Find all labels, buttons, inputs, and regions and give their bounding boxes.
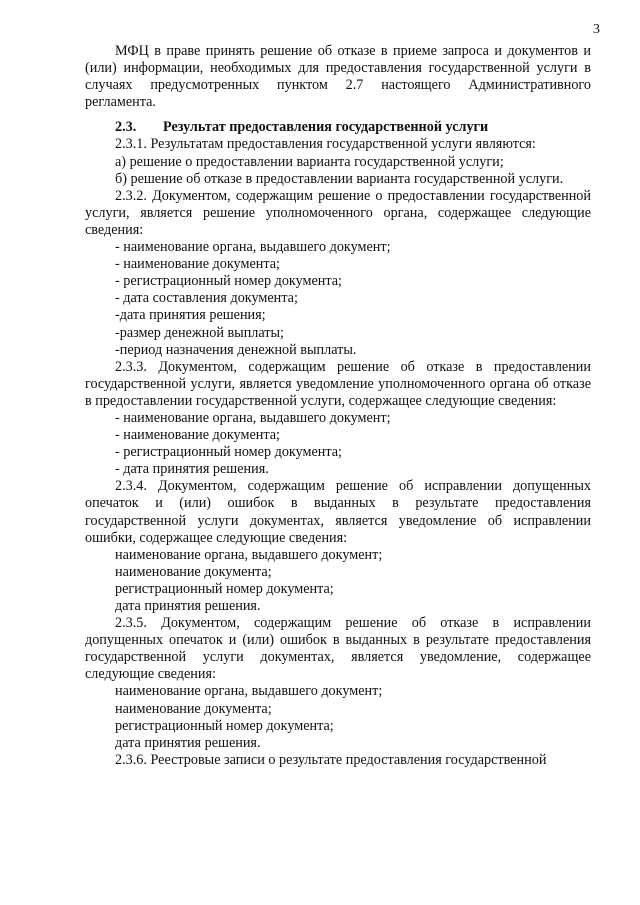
list-2-3-3 [85,410,591,478]
list-item: -дата принятия решения; [115,307,266,324]
list-item: -размер денежной выплаты; [115,324,284,341]
paragraph-2-3-1-a: а) решение о предоставлении варианта государственной услуги; [115,153,504,170]
intro-paragraph: МФЦ в праве принять решение об отказе в приеме запроса и документов и (или) информации, необходимых для предоставления государственной услуги в случаях предусмотренных пунктом 2.7 настоящего Административного регламента. [85,43,591,111]
list-item: - наименование органа, выдавшего документ; [115,409,391,426]
list-2-3-2 [85,239,591,359]
list-item: - дата составления документа; [115,290,298,307]
list-item: -период назначения денежной выплаты. [115,341,357,358]
paragraph-2-3-4: 2.3.4. Документом, содержащим решение об исправлении допущенных опечаток и (или) ошибок в выданных в результате предоставления государственной услуги документах, является уведомление об исправлении ошибки, содержащее следующие сведения: [85,478,591,546]
list-item: наименование документа; [115,700,272,717]
list-item: регистрационный номер документа; [115,580,334,597]
list-item: - регистрационный номер документа; [115,273,342,290]
list-item: - регистрационный номер документа; [115,444,342,461]
section-heading [85,119,591,136]
list-item: наименование документа; [115,563,272,580]
paragraph-2-3-2: 2.3.2. Документом, содержащим решение о предоставлении государственной услуги, является решение уполномоченного органа, содержащее следующие сведения: [85,187,591,238]
section-title: Результат предоставления государственной услуги [163,119,489,136]
paragraph-2-3-1: 2.3.1. Результатам предоставления государственной услуги являются: [115,136,536,153]
list-item: регистрационный номер документа; [115,717,334,734]
list-2-3-5 [85,683,591,751]
document-body [85,43,591,769]
paragraph-2-3-5: 2.3.5. Документом, содержащим решение об отказе в исправлении допущенных опечаток и (или) ошибок в выданных в результате предоставления государственной услуги документах, является уведомление, содержащее следующие сведения: [85,615,591,683]
paragraph-2-3-3: 2.3.3. Документом, содержащим решение об отказе в предоставлении государственной услуги, является уведомление уполномоченного органа об отказе в предоставлении государственной услуги, содержащее следующие сведения: [85,358,591,409]
list-item: дата принятия решения. [115,598,261,614]
list-item: дата принятия решения. [115,734,261,751]
list-item: - наименование документа; [115,427,280,444]
list-item: - наименование документа; [115,256,280,273]
list-item: - наименование органа, выдавшего документ; [115,239,391,256]
list-2-3-4 [85,547,591,615]
paragraph-2-3-1-b: б) решение об отказе в предоставлении варианта государственной услуги. [115,170,564,187]
list-item: наименование органа, выдавшего документ; [115,683,383,700]
section-number: 2.3. [115,119,137,136]
paragraph-2-3-6: 2.3.6. Реестровые записи о результате предоставления государственной [115,751,547,768]
page-number: 3 [593,22,600,37]
list-item: наименование органа, выдавшего документ; [115,546,383,563]
list-item: - дата принятия решения. [115,461,269,478]
